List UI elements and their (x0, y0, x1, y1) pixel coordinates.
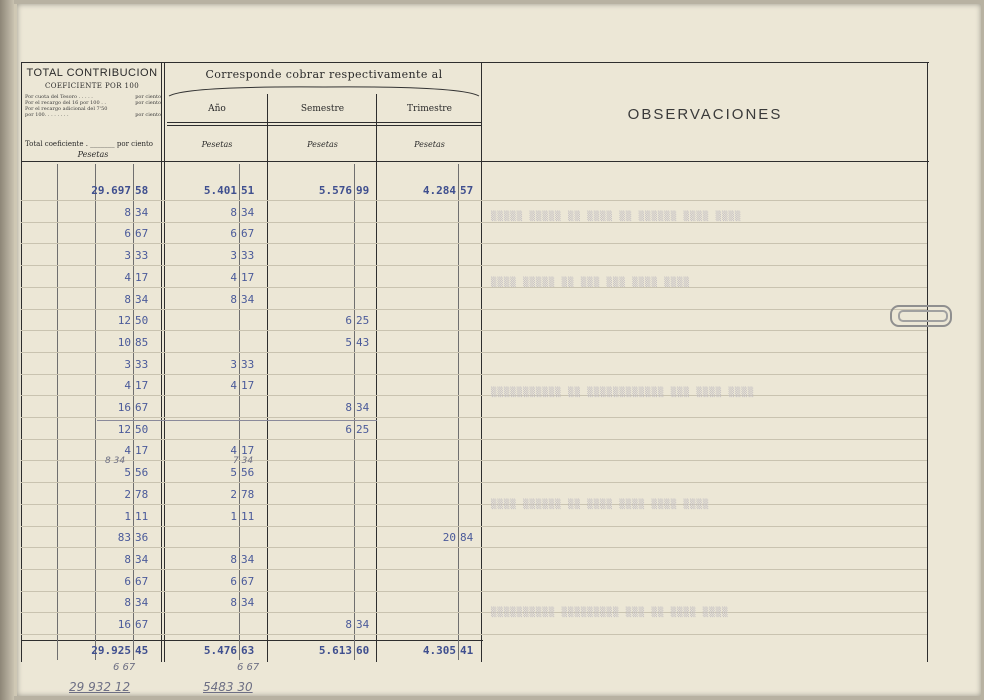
cents-line-total (133, 164, 134, 660)
bleed-through-text: ▒▒▒▒▒ ▒▒▒▒▒ ▒▒ ▒▒▒▒ ▒▒ ▒▒▒▒▒▒ ▒▒▒▒ ▒▒▒▒ (491, 212, 742, 222)
total-semestre-pesetas: 5.613 (318, 644, 352, 657)
cents-line-trimestre (458, 164, 459, 660)
pesetas-label-total: Pesetas (77, 150, 109, 159)
paper-clip (890, 305, 952, 327)
total-cents: 17 (135, 444, 149, 458)
sem-cents: 25 (356, 314, 370, 328)
total-cents: 67 (135, 618, 149, 631)
bleed-through-text-5: ▒▒▒▒▒▒▒▒▒▒ ▒▒▒▒▒▒▒▒▒ ▒▒▒ ▒▒ ▒▒▒▒ ▒▒▒▒ (491, 608, 729, 618)
row-rule (21, 634, 927, 635)
total-pesetas: 4 (124, 379, 131, 393)
row-rule (21, 330, 927, 331)
ano-cents: 67 (241, 574, 255, 588)
total-pesetas: 12 (117, 422, 131, 436)
totals-rule-double (21, 640, 483, 641)
pesetas-label-semestre: Pesetas (307, 140, 338, 149)
observaciones-label: OBSERVACIONES (627, 106, 783, 123)
total-cents: 34 (135, 552, 149, 566)
pesetas-label-ano: Pesetas (201, 140, 233, 149)
total-ano-cents: 63 (241, 644, 255, 657)
total-pesetas: 4 (124, 270, 131, 284)
ano-pesetas: 6 (230, 574, 237, 588)
row-rule (21, 591, 927, 592)
total-cents: 34 (135, 292, 149, 306)
total-cents: 56 (135, 466, 149, 480)
grand-total-pesetas: 29.925 (91, 644, 131, 657)
header-bottom-rule (21, 161, 929, 162)
ano-pesetas: 4 (230, 379, 237, 393)
ano-cents: 56 (241, 466, 255, 480)
row-rule (21, 395, 927, 396)
total-pesetas: 6 (124, 227, 131, 241)
total-pesetas: 16 (117, 401, 131, 414)
total-cents: 67 (135, 574, 149, 588)
ano-pesetas: 1 (230, 509, 237, 523)
total-cents: 78 (135, 487, 149, 501)
total-pesetas: 8 (124, 596, 131, 610)
coeficiente-label: COEFICIENTE POR 100 (44, 82, 140, 90)
pencil-below-total: 6 67 (113, 662, 136, 673)
ano-cents: 51 (241, 184, 255, 197)
ano-cents: 17 (241, 444, 255, 458)
ano-pesetas: 5 (230, 466, 237, 480)
total-pesetas: 8 (124, 205, 131, 219)
bleed-through-text-4: ▒▒▒▒ ▒▒▒▒▒▒ ▒▒ ▒▒▒▒ ▒▒▒▒ ▒▒▒▒ ▒▒▒▒ (491, 500, 710, 510)
total-pesetas: 6 (124, 574, 131, 588)
bleed-through-text-3: ▒▒▒▒▒▒▒▒▒▒▒ ▒▒ ▒▒▒▒▒▒▒▒▒▒▒▒ ▒▒▒ ▒▒▒▒ ▒▒▒▒ (491, 388, 755, 398)
sem-pesetas: 8 (345, 401, 352, 414)
total-pesetas: 83 (117, 531, 131, 545)
ano-pesetas: 8 (230, 205, 237, 219)
total-cents: 50 (135, 314, 149, 328)
grand-total-cents: 45 (135, 644, 149, 657)
sem-cents: 34 (356, 618, 370, 631)
ano-cents: 11 (241, 509, 255, 523)
col-ano-label: Año (208, 104, 226, 114)
total-trimestre-pesetas: 4.305 (422, 644, 456, 657)
ano-pesetas: 8 (230, 596, 237, 610)
subheader-rule (167, 122, 482, 123)
frame-right (927, 62, 928, 662)
ano-pesetas: 6 (230, 227, 237, 241)
col-divider-total-double (164, 62, 165, 662)
sem-pesetas: 8 (345, 618, 352, 631)
sem-pesetas: 6 (345, 422, 352, 436)
row-rule (21, 612, 927, 613)
sem-pesetas: 6 (345, 314, 352, 328)
row-rule (21, 265, 927, 266)
row-rule (21, 222, 927, 223)
total-cents: 33 (135, 357, 149, 371)
ano-pesetas: 3 (230, 357, 237, 371)
total-pesetas: 4 (124, 444, 131, 458)
ano-pesetas: 4 (230, 444, 237, 458)
total-cents: 67 (135, 401, 149, 414)
sem-cents: 25 (356, 422, 370, 436)
ano-cents: 34 (241, 205, 255, 219)
col-divider-ano (267, 94, 268, 662)
row-rule (21, 243, 927, 244)
book-binding (0, 0, 14, 700)
pesetas-label-trimestre: Pesetas (414, 140, 445, 149)
row-rule (21, 482, 927, 483)
ano-cents: 17 (241, 379, 255, 393)
ano-pesetas: 2 (230, 487, 237, 501)
coef-line-1: Por cuota del Tesoro . . . . . (25, 94, 93, 100)
total-cents: 17 (135, 270, 149, 284)
corresponde-label: Corresponde cobrar respectivamente al (205, 68, 443, 81)
total-cents: 34 (135, 205, 149, 219)
bleed-through-text-2: ▒▒▒▒ ▒▒▒▒▒ ▒▒ ▒▒▒ ▒▒▒ ▒▒▒▒ ▒▒▒▒ (491, 278, 690, 288)
row-rule (21, 287, 927, 288)
total-pesetas: 5 (124, 466, 131, 480)
total-coeficiente-label: Total coeficiente . _______ por ciento (25, 140, 154, 148)
total-pesetas: 1 (124, 509, 131, 523)
total-cents: 50 (135, 422, 149, 436)
sem-cents: 43 (356, 335, 370, 349)
row-rule (21, 504, 927, 505)
cents-line-semestre (354, 164, 355, 660)
sem-pesetas: 5 (345, 335, 352, 349)
ano-cents: 78 (241, 487, 255, 501)
total-pesetas: 2 (124, 487, 131, 501)
sem-pesetas: 5.576 (318, 184, 352, 197)
row-rule (21, 352, 927, 353)
ano-pesetas: 5.401 (203, 184, 237, 197)
ledger-page (14, 4, 981, 696)
pencil-below-ano: 6 67 (237, 662, 260, 673)
total-cents: 85 (135, 335, 149, 349)
pencil-note-total: 8 34 (105, 456, 126, 466)
ano-pesetas: 8 (230, 552, 237, 566)
total-cents: 58 (135, 184, 149, 197)
ano-cents: 67 (241, 227, 255, 241)
col-divider-trimestre (481, 62, 482, 662)
row-rule (21, 569, 927, 570)
total-pesetas: 16 (117, 618, 131, 631)
tri-cents: 57 (460, 184, 474, 197)
coef-line-2-unit: por ciento (135, 100, 161, 106)
ano-pesetas: 3 (230, 249, 237, 263)
col-trimestre-label: Trimestre (407, 104, 452, 114)
total-pesetas: 3 (124, 357, 131, 371)
row-rule (21, 200, 927, 201)
coef-line-3: Por el recargo adicional del 7'50 (25, 106, 108, 112)
col-divider-total (161, 62, 162, 662)
row-rule (21, 460, 927, 461)
header-top-rule (21, 62, 929, 63)
total-cents: 67 (135, 227, 149, 241)
coef-line-4-unit: por ciento (135, 112, 161, 118)
row-rule (21, 547, 927, 548)
pencil-bottom-total: 29 932 12 (69, 680, 131, 694)
frame-left (21, 62, 22, 662)
tri-pesetas: 4.284 (422, 184, 456, 197)
ano-cents: 34 (241, 596, 255, 610)
coeficiente-lines (25, 94, 161, 128)
pencil-bottom-ano: 5483 30 (203, 680, 253, 694)
row-rule (21, 417, 927, 418)
coef-line-2: Por el recargo del 16 por 100 . . (25, 100, 107, 106)
coef-line-1-unit: por ciento (135, 94, 161, 100)
subheader-rule-double (167, 125, 482, 126)
cents-line-ano (239, 164, 240, 660)
pencil-strike-line (97, 420, 377, 421)
total-cents: 17 (135, 379, 149, 393)
total-trimestre-cents: 41 (460, 644, 474, 657)
ano-cents: 17 (241, 270, 255, 284)
col-semestre-label: Semestre (300, 104, 345, 114)
tri-cents: 84 (460, 531, 474, 545)
total-pesetas: 8 (124, 292, 131, 306)
total-pesetas: 10 (117, 335, 131, 349)
tri-pesetas: 20 (442, 531, 456, 545)
total-cents: 36 (135, 531, 149, 545)
ano-pesetas: 4 (230, 270, 237, 284)
sem-cents: 99 (356, 184, 370, 197)
ano-cents: 34 (241, 552, 255, 566)
total-cents: 33 (135, 249, 149, 263)
total-cents: 34 (135, 596, 149, 610)
row-rule (21, 374, 927, 375)
total-pesetas: 29.697 (91, 184, 131, 197)
row-rule (21, 526, 927, 527)
ano-pesetas: 8 (230, 292, 237, 306)
sem-cents: 34 (356, 401, 370, 414)
ano-cents: 33 (241, 357, 255, 371)
total-pesetas: 8 (124, 552, 131, 566)
total-pesetas: 12 (117, 314, 131, 328)
col-divider-semestre (376, 94, 377, 662)
total-ano-pesetas: 5.476 (203, 644, 237, 657)
total-contribucion-label: TOTAL CONTRIBUCION (26, 67, 158, 79)
pencil-note-ano: 7 34 (233, 456, 254, 466)
ano-cents: 34 (241, 292, 255, 306)
row-rule (21, 309, 927, 310)
total-pesetas: 3 (124, 249, 131, 263)
bracket-curve (167, 82, 481, 98)
coef-line-4: por 100. . . . . . . . (25, 112, 69, 118)
ano-cents: 33 (241, 249, 255, 263)
row-rule (21, 439, 927, 440)
total-semestre-cents: 60 (356, 644, 370, 657)
total-cents: 11 (135, 509, 149, 523)
